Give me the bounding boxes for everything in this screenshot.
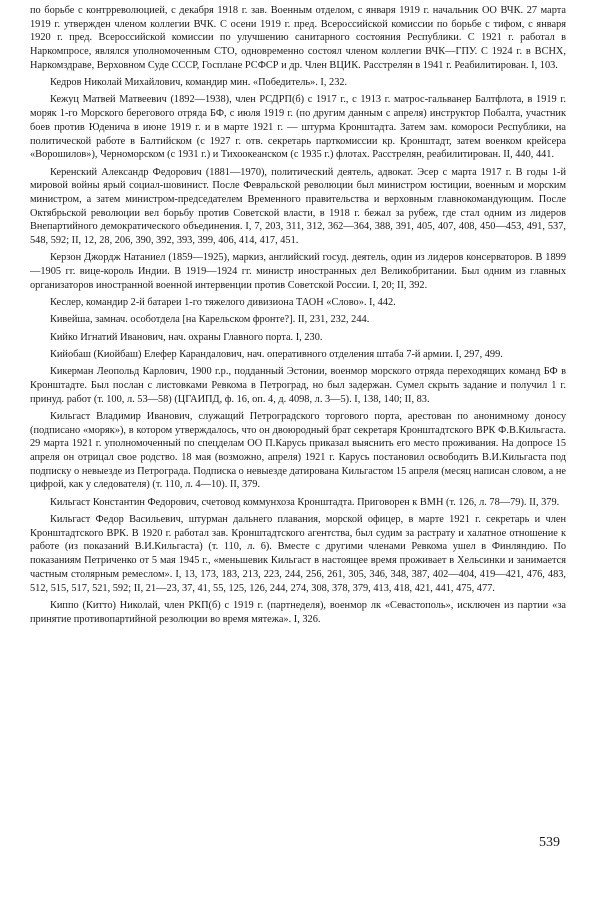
entry-kiveysha: Кивейша, замнач. особотдела [на Карельском фронте?]. II, 231, 232, 244. [50,314,370,326]
entry-kesler: Кеслер, командир 2-й батареи 1-го тяжелого дивизиона ТАОН «Слово». I, 442. [50,297,396,309]
index-entries [30,4,566,630]
entry-kilgast-fedor: Кильгаст Федор Васильевич, штурман дальнего плавания, морской офицер, в марте 1921 г. секретарь и член Кронштадтского ВРК. В 1920 г. работал зав. Кронштадтского агентства, был судим за растрату и халатное отношение к работе (из показаний В.И.Кильгаста) (т. 110, л. 6). Вместе с другими членами Ревкома ушел в Финляндию. По показаниям Петриченко от 5 мая 1945 г., «меньшевик Кильгаст в настоящее время проживает в Хельсинки и занимается частным столярным ремеслом». I, 13, 173, 183, 213, 223, 244, 256, 261, 305, 346, 348, 387, 402—404, 419—421, 476, 483, 512, 515, 517, 521, 592; II, 21—23, 37, 41, 55, 125, 126, 244, 274, 308, 378, 379, 413, 418, 421, 441, 475, 477. [30,514,566,594]
entry-kedrov: Кедров Николай Михайлович, командир мин. «Победитель». I, 232. [50,77,348,89]
page-number: 539 [539,835,560,850]
entry-kilgast-konstantin: Кильгаст Константин Федорович, счетовод коммунхоза Кронштадта. Приговорен к ВМН (т. 126, л. 78—79). II, 379. [50,496,560,508]
entry-curzon: Керзон Джордж Натаниел (1859—1925), маркиз, английский госуд. деятель, один из лидеров консерваторов. В 1899—1905 гг. вице-король Индии. В 1919—1924 гг. министр иностранных дел Великобритании. Был одним из главных организаторов иностранной военной интервенции против Советской России. I, 20; II, 392. [30,252,566,291]
entry-kilgast-vladimir: Кильгаст Владимир Иванович, служащий Петроградского торгового порта, арестован по анонимному доносу (подписано «моряк»), в котором утверждалось, что он двоюродный брат секретаря Кронштадтского ВРК Ф.В.Кильгаста. 29 марта 1921 г. уполномоченный по спецделам ОО П.Карусь приказал выяснить его место проживания. На допросе 15 апреля он отрицал свое родство. 18 мая (возможно, апреля) 1921 г. Карусь постановил освободить В.И.Кильгаста под подписку о невыезде из Петрограда. Подписка о невыезде датирована Кильгастом 15 апреля (месяц написан словом, а не цифрой, как у следователя) (т. 110, л. 4—10). II, 379. [30,410,566,491]
entry-kippo: Киппо (Китто) Николай, член РКП(б) с 1919 г. (партнеделя), военмор лк «Севастополь», исключен из партии «за принятие противопартийной резолюции во время мятежа». I, 326. [30,599,566,625]
entry-kerensky: Керенский Александр Федорович (1881—1970), политический деятель, адвокат. Эсер с марта 1917 г. В годы 1-й мировой войны ярый социал-шовинист. После Февральской революции был министром юстиции, военным и морским министром, а затем министром-председателем Временного правительства и верховным главнокомандующим. После Октябрьской революции вел борьбу против Советской власти, в 1918 г. бежал за рубеж, где стал одним из лидеров Внепартийного демократического объединения. I, 7, 203, 311, 312, 362—364, 388, 391, 405, 407, 408, 450—453, 491, 537, 548, 592; II, 12, 28, 206, 390, 392, 393, 399, 406, 414, 417, 451. [30,166,566,247]
entry-kikerman: Кикерман Леопольд Карлович, 1900 г.р., подданный Эстонии, военмор морского отряда переходящих команд БФ в Кронштадте. Был послан с листовками Ревкома в Петроград, но был задержан. Сумел скрыть задание и получил 1 г. принуд. работ (т. 100, л. 53—58) (ЦГАИПД, ф. 16, оп. 4, д. 4098, л. 3—5). I, 138, 140; II, 83. [30,366,566,405]
entry-continuation: по борьбе с контрреволюцией, с декабря 1918 г. зав. Военным отделом, с января 1919 г. начальник ОО ВЧК. 27 марта 1919 г. утвержден членом коллегии ВЧК. С осени 1919 г. пред. Всероссийской комиссии по борьбе с тифом, с января 1920 г. пред. Всероссийской комиссии по улучшению санитарного состояния Республики. С 1921 г. работал в Наркомпросе, являлся уполномоченным СТО, одновременно состоял членом коллегии ВЧК—ГПУ. С 1924 г. в ВСНХ, Наркомздраве, Верховном Суде СССР, Госплане РСФСР и др. Член ВЦИК. Расстрелян в 1941 г. Реабилитирован. I, 103. [30,5,566,71]
entry-kezhuts: Кежуц Матвей Матвеевич (1892—1938), член РСДРП(б) с 1917 г., с 1913 г. матрос-гальванер Балтфлота, в 1919 г. моряк 1-го Морского берегового отряда БФ, с июля 1919 г. (по другим данным с апреля) инструктор Побалта, участник боев против Юденича в июне 1919 г. и в марте 1921 г. — штурма Кронштадта. Затем зам. комороси Республики, на политической работе в Балтийском (с 1927 г. отв. секретарь парткомиссии кр. Кронштадт, затем военком крейсера «Ворошилов»), Черноморском (с 1931 г.) и Тихоокеанском (с 1935 г.) флотах. Расстрелян, реабилитирован. II, 440, 441. [30,94,566,161]
entry-kiyobash: Кийобаш (Киойбаш) Елефер Карандалович, нач. оперативного отделения штаба 7-й армии. I, 297, 499. [50,348,503,360]
entry-kiyko: Кийко Игнатий Иванович, нач. охраны Главного порта. I, 230. [50,331,323,343]
